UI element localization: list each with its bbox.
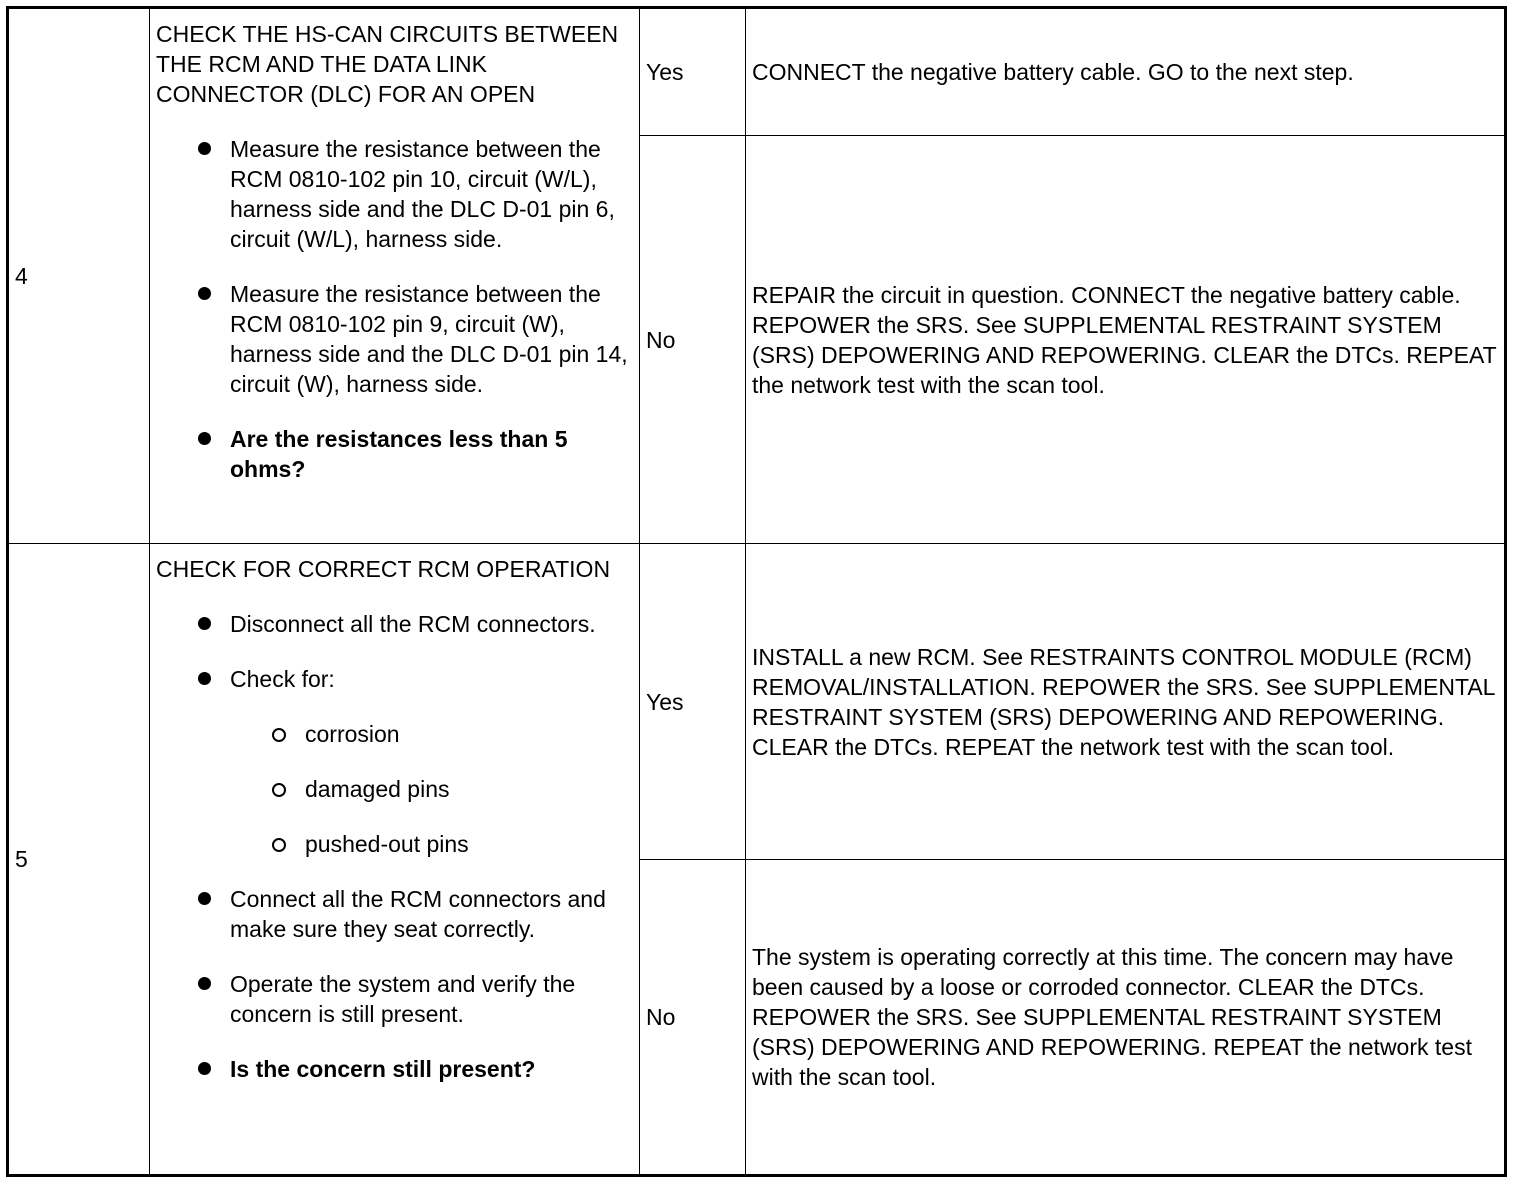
sub-bullet: pushed-out pins	[272, 829, 633, 859]
answer-no: No	[640, 136, 746, 544]
answer-yes: Yes	[640, 8, 746, 136]
answer-no: No	[640, 860, 746, 1176]
action-bullet	[196, 664, 633, 859]
action-bullet: Disconnect all the RCM connectors.	[196, 609, 633, 639]
step-5-yes-row	[8, 544, 1506, 860]
question-bullet: Is the concern still present?	[196, 1054, 633, 1084]
step-4-yes-row	[8, 8, 1506, 136]
sub-bullet: corrosion	[272, 719, 633, 749]
action-bullet: Measure the resistance between the RCM 0810-102 pin 10, circuit (W/L), harness side and the DLC D-01 pin 6, circuit (W/L), harness side.	[196, 134, 633, 254]
pinpoint-test-table	[6, 6, 1507, 1177]
action-bullet: Operate the system and verify the concern is still present.	[196, 969, 633, 1029]
step-action-cell	[150, 544, 640, 1176]
no-response-text: REPAIR the circuit in question. CONNECT the negative battery cable. REPOWER the SRS. See SUPPLEMENTAL RESTRAINT SYSTEM (SRS) DEPOWERING AND REPOWERING. CLEAR the DTCs. REPEAT the network test with the scan tool.	[752, 281, 1497, 398]
action-bullet-text: Check for:	[230, 666, 335, 692]
question-bullet: Are the resistances less than 5 ohms?	[196, 424, 633, 484]
answer-yes: Yes	[640, 544, 746, 860]
action-list	[156, 609, 633, 1084]
yes-response-text: CONNECT the negative battery cable. GO to the next step.	[752, 59, 1354, 85]
yes-response	[746, 8, 1506, 136]
step-heading: CHECK THE HS-CAN CIRCUITS BETWEEN THE RCM AND THE DATA LINK CONNECTOR (DLC) FOR AN OPEN	[156, 21, 619, 107]
step-number: 4	[8, 8, 150, 544]
step-action-cell	[150, 8, 640, 544]
no-response	[746, 136, 1506, 544]
action-bullet: Connect all the RCM connectors and make sure they seat correctly.	[196, 884, 633, 944]
sub-bullet: damaged pins	[272, 774, 633, 804]
action-list	[156, 134, 633, 484]
step-heading: CHECK FOR CORRECT RCM OPERATION	[156, 556, 611, 582]
step-number: 5	[8, 544, 150, 1176]
no-response-text: The system is operating correctly at this time. The concern may have been caused by a loose or corroded connector. CLEAR the DTCs. REPOWER the SRS. See SUPPLEMENTAL RESTRAINT SYSTEM (SRS) DEPOWERING AND REPOWERING. REPEAT the network test with the scan tool.	[752, 944, 1472, 1090]
no-response	[746, 860, 1506, 1176]
yes-response	[746, 544, 1506, 860]
check-for-list	[230, 719, 633, 859]
yes-response-text: INSTALL a new RCM. See RESTRAINTS CONTROL MODULE (RCM) REMOVAL/INSTALLATION. REPOWER the SRS. See SUPPLEMENTAL RESTRAINT SYSTEM (SRS) DEPOWERING AND REPOWERING. CLEAR the DTCs. REPEAT the network test with the scan tool.	[752, 643, 1495, 760]
action-bullet: Measure the resistance between the RCM 0810-102 pin 9, circuit (W), harness side and the DLC D-01 pin 14, circuit (W), harness side.	[196, 279, 633, 399]
